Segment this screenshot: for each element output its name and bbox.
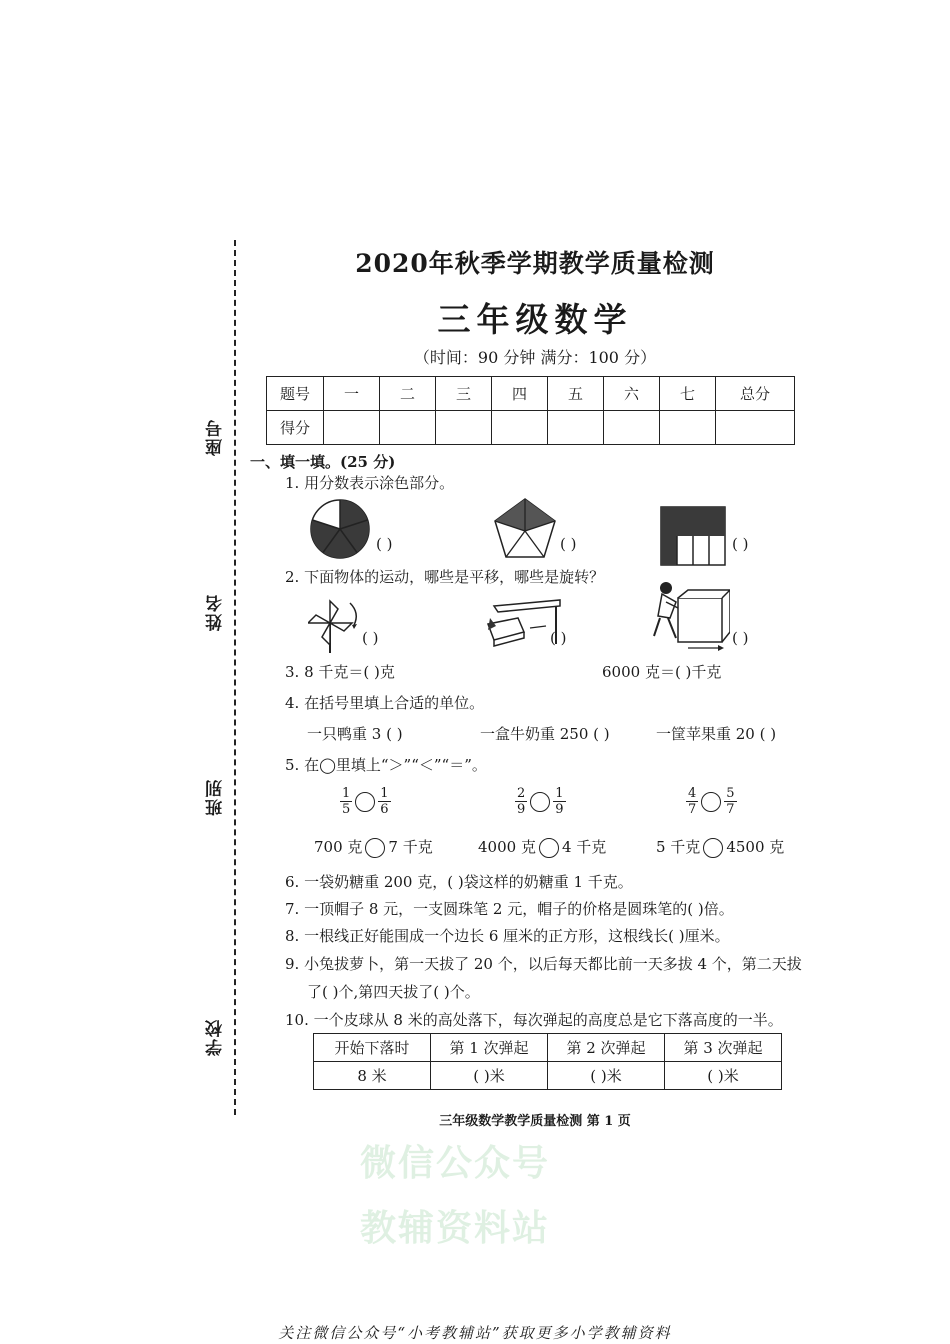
question-9-line1: 9. 小兔拔萝卜，第一天拔了 20 个，以后每天都比前一天多拔 4 个，第二天拔 bbox=[285, 955, 802, 973]
answer-paren[interactable]: ( ) bbox=[362, 629, 379, 647]
denominator: 7 bbox=[688, 802, 697, 817]
score-cell: 二 bbox=[380, 377, 436, 411]
score-blank-cell[interactable] bbox=[436, 411, 492, 445]
score-blank-cell[interactable] bbox=[548, 411, 604, 445]
numerator: 4 bbox=[688, 786, 697, 801]
score-cell: 题号 bbox=[267, 377, 324, 411]
compare-circle[interactable] bbox=[365, 838, 385, 858]
fraction-compare-2 bbox=[515, 786, 566, 817]
question-7: 7. 一顶帽子 8 元，一支圆珠笔 2 元，帽子的价格是圆珠笔的( )倍。 bbox=[285, 900, 734, 918]
weight-compare-3 bbox=[656, 836, 784, 858]
score-blank-cell[interactable] bbox=[604, 411, 660, 445]
bounce-header-cell: 第 1 次弹起 bbox=[431, 1034, 548, 1062]
watermark-text: 微信公众号 bbox=[360, 1143, 551, 1184]
weight-right: 4500 克 bbox=[726, 838, 785, 856]
bounce-table bbox=[313, 1033, 782, 1090]
exam-subject: 三年级数学 bbox=[437, 300, 633, 339]
weight-right: 4 千克 bbox=[561, 838, 607, 856]
bounce-header-cell: 第 3 次弹起 bbox=[665, 1034, 782, 1062]
answer-paren[interactable]: ( ) bbox=[550, 629, 567, 647]
question-10: 10. 一个皮球从 8 米的高处落下，每次弹起的高度总是它下落高度的一半。 bbox=[285, 1011, 783, 1029]
exam-info: （时间：90 分钟 满分：100 分） bbox=[413, 348, 657, 367]
numerator: 1 bbox=[380, 786, 389, 801]
score-blank-cell[interactable] bbox=[716, 411, 795, 445]
side-label-name: 姓名 bbox=[206, 593, 226, 631]
exam-title: 2020年秋季学期教学质量检测 bbox=[355, 249, 715, 278]
weight-left: 5 千克 bbox=[656, 838, 701, 856]
side-label-school: 学校 bbox=[206, 1018, 226, 1056]
denominator: 5 bbox=[342, 802, 351, 817]
score-table bbox=[266, 376, 795, 445]
answer-paren[interactable]: ( ) bbox=[732, 535, 749, 553]
question-4c: 一筐苹果重 20 ( ) bbox=[656, 725, 777, 743]
score-cell: 一 bbox=[324, 377, 380, 411]
pushing-box-icon bbox=[648, 580, 730, 652]
weight-left: 4000 克 bbox=[478, 838, 536, 856]
question-3a: 3. 8 千克＝( )克 bbox=[285, 663, 395, 681]
compare-circle[interactable] bbox=[701, 792, 721, 812]
question-4: 4. 在括号里填上合适的单位。 bbox=[285, 694, 485, 712]
weight-left: 700 克 bbox=[314, 838, 363, 856]
question-1: 1. 用分数表示涂色部分。 bbox=[285, 474, 455, 492]
bounce-header-row bbox=[314, 1034, 782, 1062]
watermark-text: 教辅资料站 bbox=[360, 1208, 551, 1249]
compare-circle[interactable] bbox=[355, 792, 375, 812]
side-label-seat: 座号 bbox=[206, 418, 226, 456]
page-footer: 三年级数学教学质量检测 第 1 页 bbox=[439, 1114, 631, 1129]
score-cell: 五 bbox=[548, 377, 604, 411]
score-blank-cell[interactable] bbox=[380, 411, 436, 445]
score-cell: 七 bbox=[660, 377, 716, 411]
fraction bbox=[378, 786, 390, 817]
numerator: 1 bbox=[342, 786, 351, 801]
denominator: 9 bbox=[517, 802, 526, 817]
compare-circle[interactable] bbox=[703, 838, 723, 858]
question-5: 5. 在◯里填上“＞”“＜”“＝”。 bbox=[285, 756, 487, 774]
answer-paren[interactable]: ( ) bbox=[560, 535, 577, 553]
fraction bbox=[515, 786, 527, 817]
score-table-score-row bbox=[267, 411, 795, 445]
fraction bbox=[340, 786, 352, 817]
weight-right: 7 千克 bbox=[388, 838, 433, 856]
bounce-header-cell: 第 2 次弹起 bbox=[548, 1034, 665, 1062]
section-heading: 一、填一填。(25 分) bbox=[250, 453, 396, 471]
pentagon-fraction-figure bbox=[492, 496, 558, 562]
question-2: 2. 下面物体的运动，哪些是平移，哪些是旋转？ bbox=[285, 568, 605, 586]
circle-fraction-figure bbox=[308, 497, 372, 561]
side-label-class: 班别 bbox=[206, 778, 226, 816]
compare-circle[interactable] bbox=[530, 792, 550, 812]
fraction bbox=[686, 786, 698, 817]
binding-dashed-line bbox=[234, 240, 236, 1115]
fraction-compare-3 bbox=[686, 786, 737, 817]
question-6: 6. 一袋奶糖重 200 克，( )袋这样的奶糖重 1 千克。 bbox=[285, 873, 633, 891]
answer-paren[interactable]: ( ) bbox=[376, 535, 393, 553]
denominator: 9 bbox=[555, 802, 564, 817]
question-9-line2: 了( )个,第四天拔了( )个。 bbox=[307, 983, 480, 1001]
score-table-header-row bbox=[267, 377, 795, 411]
rectangle-fraction-figure bbox=[660, 506, 726, 566]
bounce-answer-cell[interactable]: ( )米 bbox=[665, 1062, 782, 1090]
bounce-answer-cell[interactable]: ( )米 bbox=[431, 1062, 548, 1090]
score-cell: 六 bbox=[604, 377, 660, 411]
compare-circle[interactable] bbox=[539, 838, 559, 858]
bounce-value-row bbox=[314, 1062, 782, 1090]
question-4a: 一只鸭重 3 ( ) bbox=[307, 725, 403, 743]
weight-compare-1 bbox=[314, 836, 433, 858]
pinwheel-icon bbox=[308, 595, 364, 655]
numerator: 5 bbox=[726, 786, 735, 801]
fraction-compare-1 bbox=[340, 786, 391, 817]
score-cell: 总分 bbox=[716, 377, 795, 411]
score-cell: 三 bbox=[436, 377, 492, 411]
denominator: 7 bbox=[726, 802, 735, 817]
score-blank-cell[interactable] bbox=[492, 411, 548, 445]
fraction bbox=[553, 786, 565, 817]
numerator: 2 bbox=[517, 786, 526, 801]
score-blank-cell[interactable] bbox=[324, 411, 380, 445]
weight-compare-2 bbox=[478, 836, 606, 858]
question-3b: 6000 克＝( )千克 bbox=[602, 663, 722, 681]
score-blank-cell[interactable] bbox=[660, 411, 716, 445]
question-8: 8. 一根线正好能围成一个边长 6 厘米的正方形，这根线长( )厘米。 bbox=[285, 927, 730, 945]
fraction bbox=[724, 786, 736, 817]
denominator: 6 bbox=[380, 802, 389, 817]
bounce-header-cell: 开始下落时 bbox=[314, 1034, 431, 1062]
score-row-label: 得分 bbox=[267, 411, 324, 445]
question-4b: 一盒牛奶重 250 ( ) bbox=[480, 725, 610, 743]
numerator: 1 bbox=[555, 786, 564, 801]
answer-paren[interactable]: ( ) bbox=[732, 629, 749, 647]
score-cell: 四 bbox=[492, 377, 548, 411]
bounce-value-cell: 8 米 bbox=[314, 1062, 431, 1090]
bounce-answer-cell[interactable]: ( )米 bbox=[548, 1062, 665, 1090]
bottom-note: 关注微信公众号“小考教辅站”获取更多小学教辅资料 bbox=[278, 1324, 672, 1342]
